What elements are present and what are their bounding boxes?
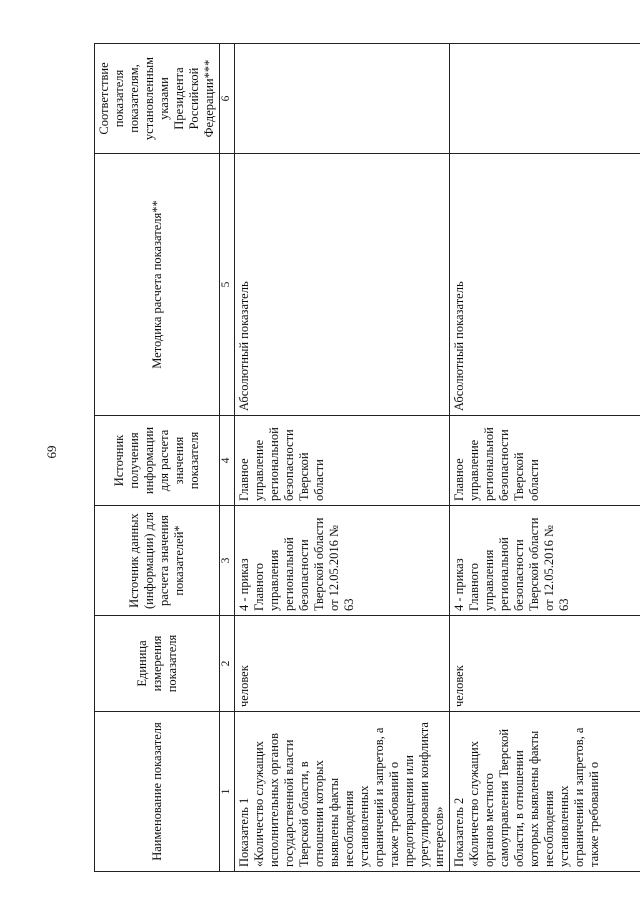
header-indicator-name: Наименование показателя xyxy=(95,712,220,872)
method-cell xyxy=(449,154,640,416)
unit-cell xyxy=(234,616,449,712)
compliance-cell xyxy=(449,44,640,154)
indicator-unit: человек xyxy=(236,665,251,707)
indicator-method: Абсолютный показатель xyxy=(451,281,466,411)
column-number-row xyxy=(220,44,235,872)
table-row xyxy=(234,44,449,872)
indicator-unit: человек xyxy=(451,665,466,707)
indicator-name-cell xyxy=(449,712,640,872)
header-unit: Единица измерения показателя xyxy=(95,616,220,712)
indicator-name-cell xyxy=(234,712,449,872)
data-source-cell xyxy=(449,506,640,616)
info-source-cell xyxy=(234,416,449,506)
indicator-name: Показатель 1 «Количество служащих исполнительных органов государственной власти Тверской области, в отношении которых выявлены факты несоблюдения установленных ограничений и запретов, а также требований о предотвращении или урегулировании конфликта интересов» xyxy=(236,722,446,867)
indicator-info-source: Главное управление региональной безопасности Тверской области xyxy=(451,427,541,501)
method-cell xyxy=(234,154,449,416)
indicator-method: Абсолютный показатель xyxy=(236,281,251,411)
column-number: 3 xyxy=(220,506,235,616)
page-number: 69 xyxy=(44,445,59,459)
header-method: Методика расчета показателя** xyxy=(95,154,220,416)
column-number: 2 xyxy=(220,616,235,712)
column-number: 1 xyxy=(220,712,235,872)
indicator-info-source: Главное управление региональной безопасности Тверской области xyxy=(236,427,326,501)
header-info-source: Источник получения информации для расчета значения показателя xyxy=(95,416,220,506)
unit-cell xyxy=(449,616,640,712)
indicator-table-container xyxy=(94,44,611,872)
info-source-cell xyxy=(449,416,640,506)
table-row xyxy=(449,44,640,872)
indicator-name: Показатель 2 «Количество служащих органов местного самоуправления Тверской области, в отношении которых выявлены факты несоблюдения установленных ограничений и запретов, а также требований о xyxy=(451,727,601,867)
data-source-cell xyxy=(234,506,449,616)
indicator-table xyxy=(94,43,640,872)
table-header-row xyxy=(95,44,220,872)
compliance-cell xyxy=(234,44,449,154)
column-number: 5 xyxy=(220,154,235,416)
indicator-data-source: 4 - приказ Главного управления региональной безопасности Тверской области от 12.05.2016 № 63 xyxy=(451,517,571,611)
header-data-source: Источник данных (информации) для расчета значения показателей* xyxy=(95,506,220,616)
column-number: 4 xyxy=(220,416,235,506)
header-compliance: Соответствие показателя показателям, установленным указами Президента Российской Федерации*** xyxy=(95,44,220,154)
column-number: 6 xyxy=(220,44,235,154)
indicator-data-source: 4 - приказ Главного управления региональной безопасности Тверской области от 12.05.2016 № 63 xyxy=(236,517,356,611)
